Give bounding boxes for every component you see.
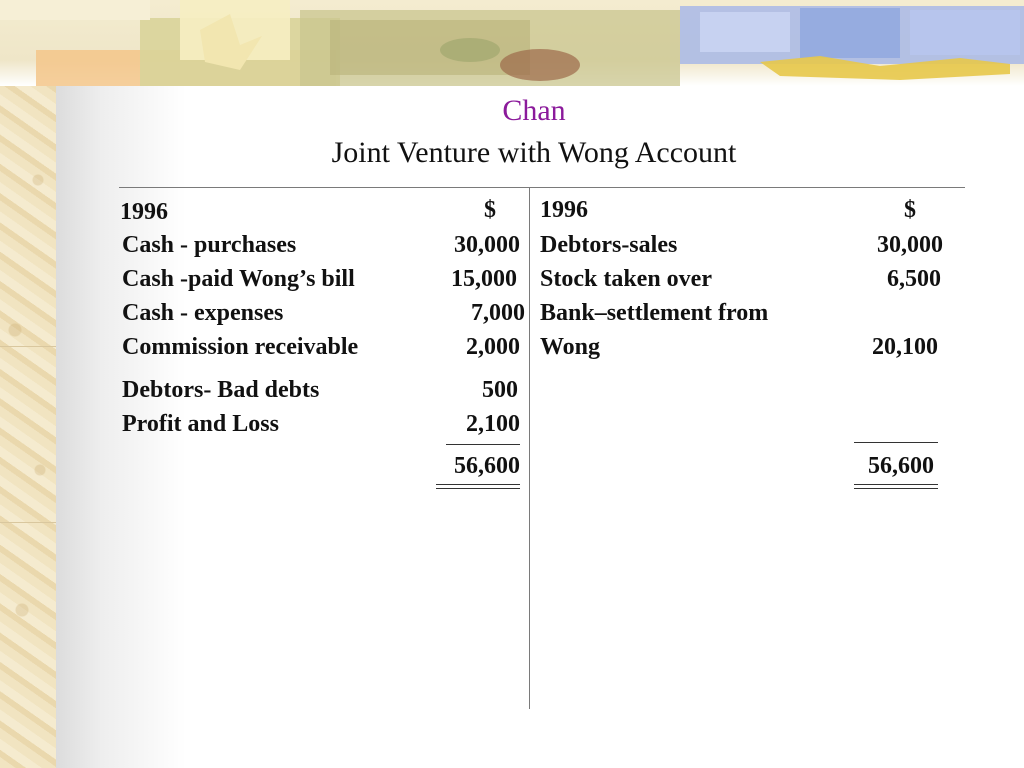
debit-entry-amount: 2,000 [466, 334, 520, 360]
credit-entry-label: Stock taken over [540, 266, 712, 292]
credit-entry-label: Debtors-sales [540, 232, 678, 258]
credit-entry-amount: 20,100 [872, 334, 938, 360]
credit-subtotal-line [854, 442, 938, 443]
debit-subtotal-line [446, 444, 520, 445]
account-title: Joint Venture with Wong Account [331, 136, 737, 169]
credit-entry-amount: 30,000 [877, 232, 943, 258]
debit-entry-amount: 500 [482, 377, 518, 403]
debit-entry-amount: 2,100 [466, 411, 520, 437]
credit-entry-amount: 6,500 [887, 266, 941, 292]
credit-year: 1996 [540, 197, 588, 223]
debit-entry-label: Cash - purchases [122, 232, 297, 258]
t-account-vertical-rule [529, 187, 530, 709]
credit-entry-label: Wong [540, 334, 601, 360]
credit-total-double-line [854, 484, 938, 485]
debit-total-double-line [436, 488, 520, 489]
debit-entry-label: Profit and Loss [122, 411, 279, 437]
debit-year: 1996 [120, 199, 168, 225]
credit-currency: $ [904, 197, 916, 223]
debit-total-double-line [436, 484, 520, 485]
credit-total-double-line [854, 488, 938, 489]
t-account-horizontal-rule [119, 187, 965, 188]
credit-total: 56,600 [868, 453, 934, 479]
credit-entry-label: Bank–settlement from [540, 300, 769, 326]
debit-entry-label: Commission receivable [122, 334, 359, 360]
debit-currency: $ [484, 197, 496, 223]
debit-entry-label: Debtors- Bad debts [122, 377, 320, 403]
debit-entry-amount: 15,000 [451, 266, 517, 292]
banner-artwork [0, 0, 1024, 86]
debit-entry-amount: 7,000 [471, 300, 525, 326]
debit-entry-label: Cash -paid Wong’s bill [122, 266, 355, 292]
debit-entry-label: Cash - expenses [122, 300, 284, 326]
debit-entry-amount: 30,000 [454, 232, 520, 258]
account-owner-title: Chan [502, 94, 566, 127]
debit-total: 56,600 [454, 453, 520, 479]
decorative-banner [0, 0, 1024, 86]
